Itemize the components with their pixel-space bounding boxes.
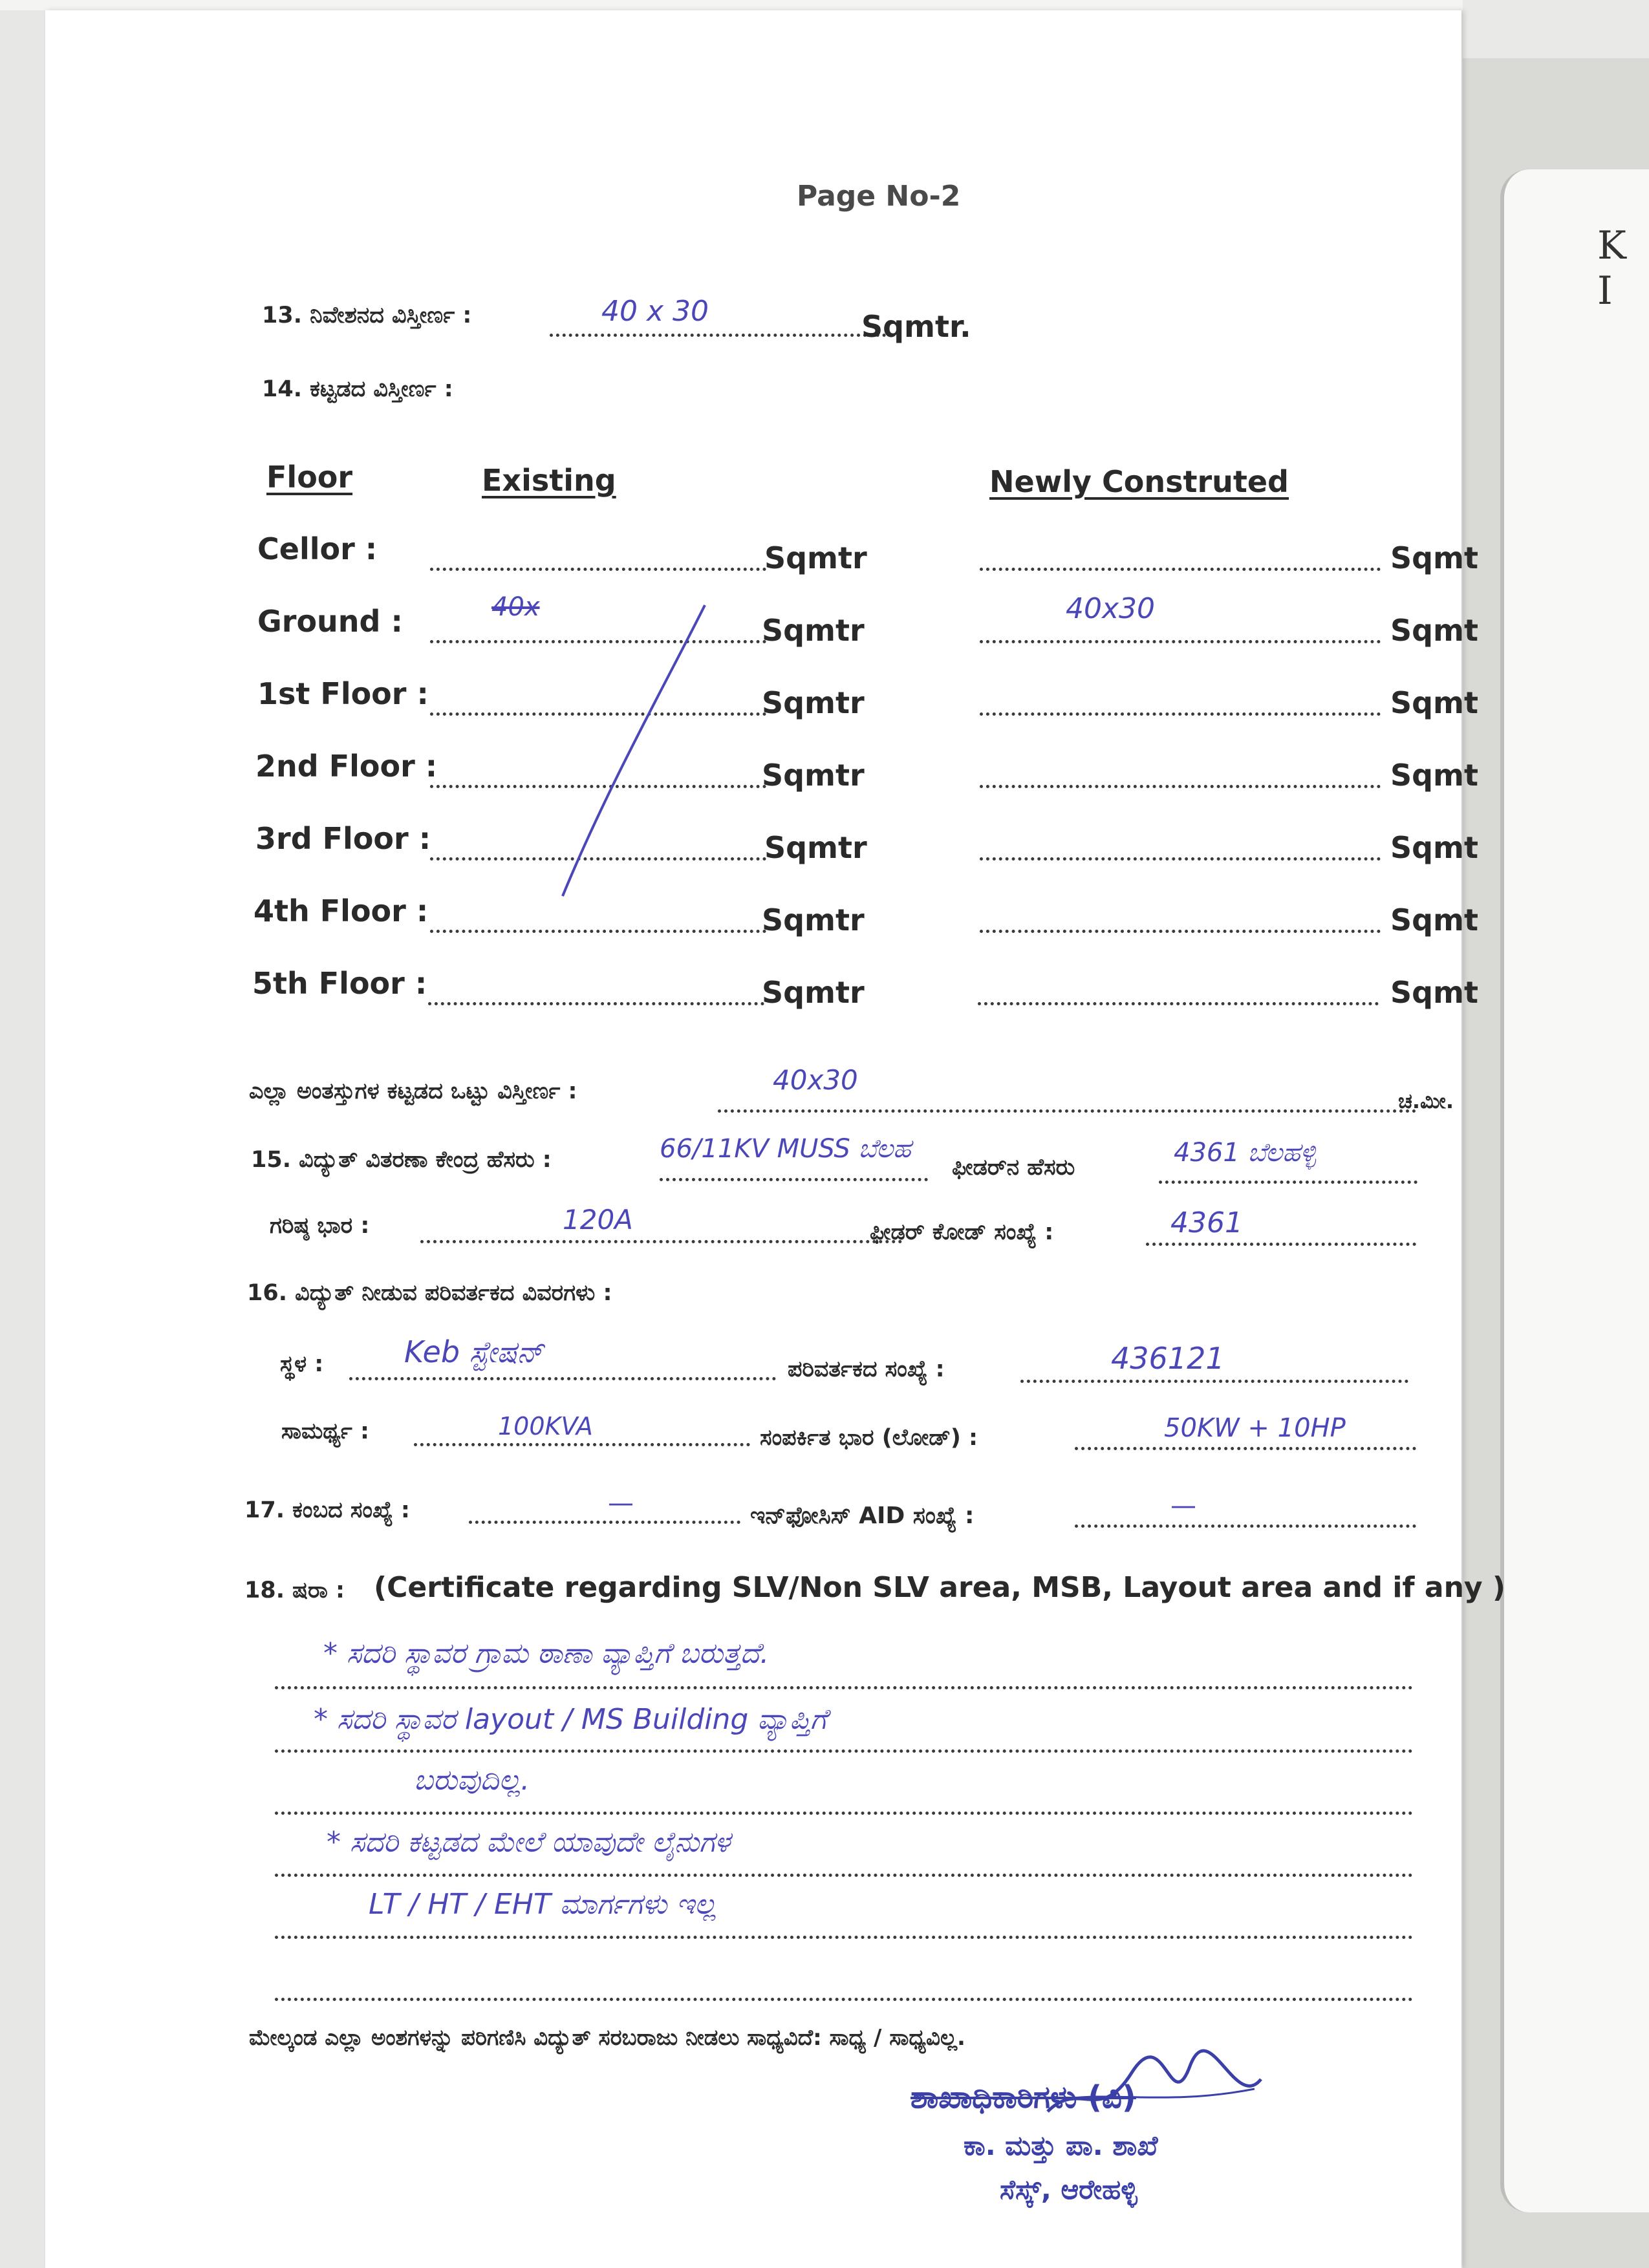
floor-label: 4th Floor : — [253, 893, 429, 928]
connected-load-value: 50KW + 10HP — [1164, 1413, 1346, 1443]
place-dots — [349, 1377, 776, 1380]
plot-area-label: 13. ನಿವೇಶನದ ವಿಸ್ತೀರ್ಣ : — [262, 303, 472, 328]
total-area-unit: ಚ.ಮೀ. — [1398, 1089, 1454, 1113]
new-value: 40x30 — [1066, 592, 1156, 625]
capacity-value: 100KVA — [498, 1412, 593, 1440]
scan-top-edge — [0, 0, 1649, 10]
place-label: ಸ್ಥಳ : — [280, 1351, 324, 1377]
remarks-line-3: ಬರುವುದಿಲ್ಲ. — [414, 1764, 530, 1797]
new-unit: Sqmt — [1390, 540, 1478, 575]
existing-unit: Sqmtr — [764, 540, 867, 575]
tc-number-dots — [1020, 1380, 1408, 1383]
pole-number-label: 17. ಕಂಬದ ಸಂಖ್ಯೆ : — [244, 1497, 410, 1523]
feeder-code-dots — [1146, 1243, 1416, 1246]
peak-load-dots — [420, 1240, 902, 1243]
signatory-branch: ಕಾ. ಮತ್ತು ಪಾ. ಶಾಖೆ — [964, 2130, 1158, 2161]
signatory-office: ಸೆಸ್ಕ್, ಆರೇಹಳ್ಳಿ — [1000, 2174, 1137, 2205]
existing-dots — [430, 568, 766, 571]
existing-unit: Sqmtr — [762, 613, 865, 648]
feasibility-statement: ಮೇಲ್ಕಂಡ ಎಲ್ಲಾ ಅಂಶಗಳನ್ನು ಪರಿಗಣಿಸಿ ವಿದ್ಯುತ್ ಸರಬರಾಜು ನೀಡಲು ಸಾಧ್ಯವಿದೆ: ಸಾಧ್ಯ / ಸಾಧ್ಯವಿಲ್ಲ. — [249, 2025, 965, 2051]
floor-label: Ground : — [257, 604, 403, 639]
transformer-details-label: 16. ವಿದ್ಯುತ್ ನೀಡುವ ಪರಿವರ್ತಕದ ವಿವರಗಳು : — [247, 1280, 612, 1306]
feeder-name-value: 4361 ಬೆಲಹಳ್ಳಿ — [1174, 1138, 1317, 1168]
remarks-dots-1 — [275, 1686, 1413, 1689]
aid-number-label: ಇನ್‌ಫೋಸಿಸ್ AID ಸಂಖ್ಯೆ : — [750, 1503, 975, 1529]
floor-header: Floor — [266, 460, 353, 495]
peak-load-value: 120A — [563, 1204, 633, 1236]
connected-load-dots — [1075, 1447, 1416, 1450]
remarks-line-4: * ಸದರಿ ಕಟ್ಟಡದ ಮೇಲೆ ಯಾವುದೇ ಲೈನುಗಳ — [327, 1826, 731, 1859]
aid-number-value: — — [1170, 1491, 1196, 1521]
floor-label: 2nd Floor : — [255, 749, 438, 784]
page-number: Page No-2 — [797, 180, 961, 213]
new-unit: Sqmt — [1390, 613, 1478, 648]
existing-unit: Sqmtr — [764, 830, 867, 865]
floor-label: 5th Floor : — [252, 966, 427, 1001]
plot-area-dots — [550, 334, 892, 337]
existing-dots — [428, 1002, 764, 1005]
remarks-dots-3 — [275, 1812, 1413, 1815]
remarks-label: 18. ಷರಾ : — [244, 1578, 345, 1603]
existing-dots — [430, 930, 766, 933]
substation-dots — [660, 1178, 928, 1181]
pole-number-dots — [469, 1521, 740, 1524]
substation-value: 66/11KV MUSS ಬೆಲಹ — [660, 1134, 911, 1164]
remarks-line-2: * ಸದರಿ ಸ್ಥಾವರ layout / MS Building ವ್ಯಾಪ್ತಿಗೆ — [314, 1703, 827, 1736]
floor-label: 3rd Floor : — [255, 821, 431, 856]
existing-value: 40x — [491, 592, 540, 622]
existing-unit: Sqmtr — [762, 758, 865, 793]
new-dots — [980, 712, 1381, 716]
background-sheet-text: K I — [1597, 223, 1626, 314]
remarks-dots-6 — [275, 1998, 1413, 2001]
tc-number-value: 436121 — [1111, 1341, 1225, 1376]
floor-label: Cellor : — [257, 531, 378, 566]
new-unit: Sqmt — [1390, 685, 1478, 720]
signatory-designation: ಶಾಖಾಧಿಕಾರಿಗಳು (ವಿ) — [911, 2079, 1136, 2115]
peak-load-label: ಗರಿಷ್ಠ ಭಾರ : — [270, 1213, 370, 1239]
floor-label: 1st Floor : — [257, 676, 429, 711]
feeder-name-dots — [1159, 1181, 1417, 1184]
existing-strike-line — [511, 592, 718, 903]
remarks-dots-4 — [275, 1874, 1413, 1877]
existing-unit: Sqmtr — [762, 903, 865, 937]
remarks-title: (Certificate regarding SLV/Non SLV area, MSB, Layout area and if any ) — [374, 1571, 1506, 1604]
total-area-value: 40x30 — [773, 1064, 858, 1096]
remarks-line-5: LT / HT / EHT ಮಾರ್ಗಗಳು ಇಲ್ಲ — [369, 1888, 717, 1921]
new-unit: Sqmt — [1390, 758, 1478, 793]
substation-label: 15. ವಿದ್ಯುತ್ ವಿತರಣಾ ಕೇಂದ್ರ ಹೆಸರು : — [251, 1147, 552, 1173]
total-area-dots — [718, 1109, 1416, 1113]
background-sheet — [1500, 169, 1649, 2212]
building-area-label: 14. ಕಟ್ಟಡದ ವಿಸ್ತೀರ್ಣ : — [262, 376, 453, 402]
connected-load-label: ಸಂಪರ್ಕಿತ ಭಾರ (ಲೋಡ್) : — [760, 1425, 978, 1451]
form-page — [45, 10, 1506, 2268]
existing-unit: Sqmtr — [762, 975, 865, 1010]
aid-number-dots — [1075, 1524, 1416, 1528]
new-dots — [980, 857, 1381, 861]
tc-number-label: ಪರಿವರ್ತಕದ ಸಂಖ್ಯೆ : — [788, 1356, 945, 1382]
place-value: Keb ಸ್ಟೇಷನ್ — [404, 1334, 544, 1369]
remarks-dots-5 — [275, 1936, 1413, 1939]
new-unit: Sqmt — [1390, 903, 1478, 937]
feeder-code-value: 4361 — [1170, 1206, 1243, 1239]
feeder-code-label: ಫೀಡರ್ ಕೋಡ್ ಸಂಖ್ಯೆ : — [870, 1219, 1054, 1245]
new-dots — [980, 785, 1381, 788]
newly-constructed-header: Newly Construted — [989, 464, 1289, 499]
total-area-label: ಎಲ್ಲಾ ಅಂತಸ್ತುಗಳ ಕಟ್ಟಡದ ಒಟ್ಟು ವಿಸ್ತೀರ್ಣ : — [249, 1078, 577, 1104]
plot-area-unit: Sqmtr. — [861, 309, 971, 344]
new-dots — [980, 640, 1381, 643]
existing-header: Existing — [482, 463, 616, 498]
pole-number-value: — — [608, 1488, 634, 1518]
capacity-label: ಸಾಮರ್ಥ್ಯ : — [281, 1418, 369, 1444]
new-dots — [980, 568, 1381, 571]
capacity-dots — [414, 1443, 750, 1446]
remarks-dots-2 — [275, 1749, 1413, 1753]
new-unit: Sqmt — [1390, 975, 1478, 1010]
new-dots — [978, 1002, 1379, 1005]
feeder-name-label: ಫೀಡರ್‌ನ ಹೆಸರು — [952, 1155, 1075, 1181]
new-dots — [980, 930, 1381, 933]
plot-area-value: 40 x 30 — [601, 295, 709, 328]
existing-unit: Sqmtr — [762, 685, 865, 720]
remarks-line-1: * ಸದರಿ ಸ್ಥಾವರ ಗ್ರಾಮ ಠಾಣಾ ವ್ಯಾಪ್ತಿಗೆ ಬರುತ್ತದೆ. — [323, 1637, 770, 1670]
new-unit: Sqmt — [1390, 830, 1478, 865]
